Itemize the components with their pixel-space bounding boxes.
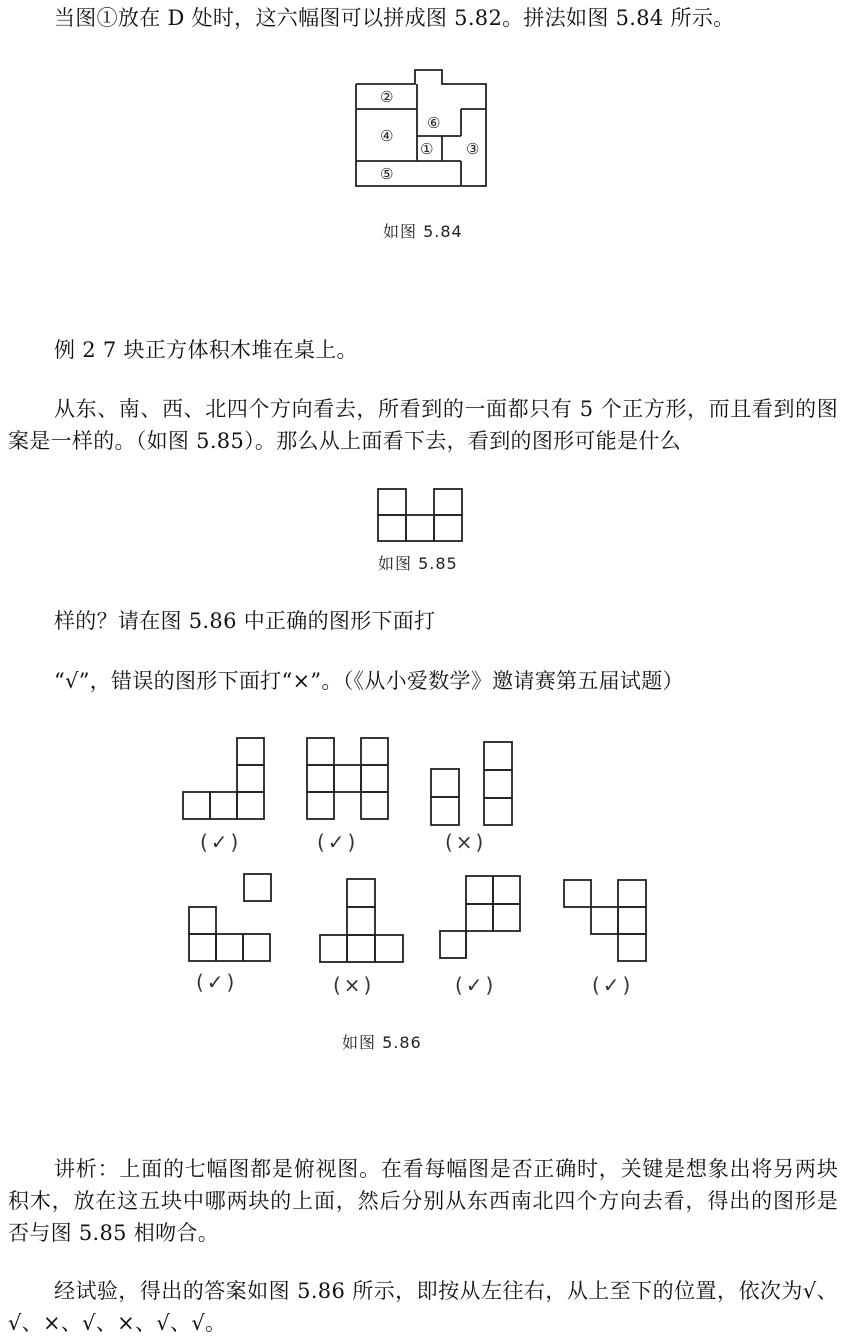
mark-4: (✓)	[196, 970, 238, 994]
mark-3: (×)	[445, 830, 487, 854]
piece-label-6: ⑥	[427, 114, 441, 132]
figure-5-85-diagram	[376, 487, 466, 543]
mark-6: (✓)	[455, 973, 497, 997]
piece-label-4: ④	[380, 127, 394, 145]
paragraph-answer: 经试验，得出的答案如图 5.86 所示，即按从左往右，从上至下的位置，依次为√、√、×、√、×、√、√。	[8, 1279, 838, 1335]
mark-5: (×)	[333, 973, 375, 997]
paragraph-intro: 当图①放在 D 处时，这六幅图可以拼成图 5.82。拼法如图 5.84 所示。	[54, 6, 735, 30]
top-view-1	[182, 737, 266, 821]
paragraph-analysis: 讲析：上面的七幅图都是俯视图。在看每幅图是否正确时，关键是想象出将另两块积木，放在这五块中哪两块的上面，然后分别从东西南北四个方向去看，得出的图形是否与图 5.85 相吻合。	[8, 1157, 838, 1245]
paragraph-continuation: 样的？请在图 5.86 中正确的图形下面打	[54, 609, 436, 633]
piece-label-2: ②	[380, 88, 394, 106]
paragraph-instruction: “√”，错误的图形下面打“×”。（《从小爱数学》邀请赛第五届试题）	[54, 669, 684, 693]
piece-label-3: ③	[466, 140, 480, 158]
paragraph-question: 从东、南、西、北四个方向看去，所看到的一面都只有 5 个正方形，而且看到的图案是一样的。（如图 5.85）。那么从上面看下去，看到的图形可能是什么	[8, 397, 838, 453]
top-view-5	[319, 878, 405, 964]
top-view-4	[187, 873, 273, 963]
mark-2: (✓)	[317, 830, 359, 854]
figure-5-86-caption: 如图 5.86	[342, 1033, 422, 1052]
top-view-2	[306, 737, 390, 821]
figure-5-84-caption: 如图 5.84	[383, 222, 463, 241]
top-view-7	[563, 879, 649, 965]
mark-7: (✓)	[592, 973, 634, 997]
figure-5-85-caption: 如图 5.85	[378, 554, 458, 573]
top-view-6	[439, 875, 523, 961]
figure-5-84-diagram	[350, 64, 495, 189]
piece-label-1: ①	[420, 140, 434, 158]
paragraph-example: 例 2 7 块正方体积木堆在桌上。	[54, 338, 358, 362]
piece-label-5: ⑤	[380, 165, 394, 183]
top-view-3	[430, 741, 514, 827]
mark-1: (✓)	[200, 830, 242, 854]
